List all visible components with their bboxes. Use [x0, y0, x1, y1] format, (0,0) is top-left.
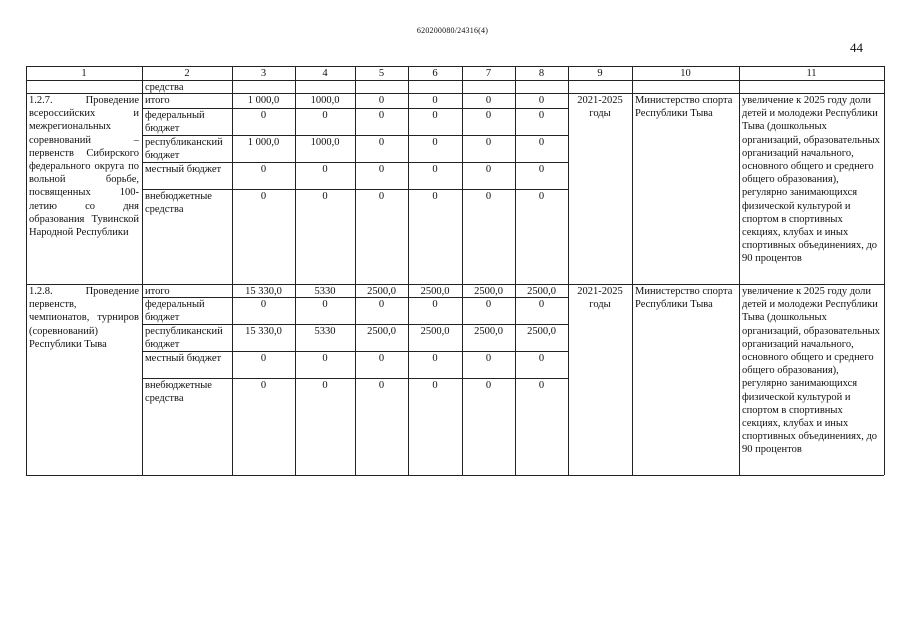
funding-value: 0 — [260, 353, 267, 364]
column-header: 10 — [680, 68, 691, 79]
funding-source: итого — [145, 286, 170, 297]
funding-value: 2500,0 — [420, 286, 450, 297]
funding-value: 1000,0 — [310, 95, 340, 106]
funding-value: 0 — [432, 137, 438, 148]
table-column-line — [232, 66, 233, 475]
table-column-line — [26, 66, 27, 475]
funding-value: 0 — [485, 299, 492, 310]
funding-value: 0 — [260, 191, 267, 202]
funding-value: 0 — [378, 380, 385, 391]
funding-value: 1 000,0 — [247, 95, 280, 106]
funding-value: 0 — [322, 380, 328, 391]
table-column-line — [568, 66, 569, 475]
activity-name: 1.2.8. Проведение первенств, чемпионатов, турниров (соревнований) Республики Тыва — [29, 286, 139, 350]
funding-value: 0 — [432, 353, 438, 364]
funding-value: 2500,0 — [420, 326, 450, 337]
column-header: 8 — [538, 68, 545, 79]
funding-value: 0 — [378, 353, 385, 364]
funding-value: 0 — [378, 110, 385, 121]
column-header: 5 — [378, 68, 385, 79]
funding-value: 0 — [378, 299, 385, 310]
continued-source-label: средства — [145, 81, 184, 93]
funding-value: 0 — [432, 164, 438, 175]
funding-value: 0 — [432, 380, 438, 391]
funding-value: 0 — [322, 353, 328, 364]
executor: Министерство спорта Республики Тыва — [635, 286, 733, 311]
funding-value: 0 — [538, 164, 545, 175]
column-header: 9 — [597, 68, 603, 79]
table-bottom-border — [26, 475, 884, 476]
funding-value: 0 — [432, 299, 438, 310]
funding-value: 5330 — [314, 326, 336, 337]
page-number: 44 — [850, 40, 863, 55]
funding-value: 2500,0 — [527, 326, 556, 337]
funding-value: 0 — [378, 164, 385, 175]
table-column-line — [739, 66, 740, 475]
funding-value: 0 — [485, 380, 492, 391]
table-column-line — [515, 66, 516, 475]
funding-source: итого — [145, 95, 170, 106]
column-header: 7 — [485, 68, 492, 79]
funding-value: 0 — [485, 191, 492, 202]
period: 2021-2025 годы — [577, 286, 623, 311]
funding-source: федеральный бюджет — [145, 110, 205, 135]
funding-source: республиканский бюджет — [145, 137, 223, 162]
table-column-line — [462, 66, 463, 475]
funding-value: 0 — [485, 137, 492, 148]
column-header: 6 — [432, 68, 438, 79]
funding-source: местный бюджет — [145, 164, 222, 175]
table-column-line — [295, 66, 296, 475]
funding-value: 2500,0 — [367, 326, 396, 337]
document-code: 620200080/24316(4) — [416, 26, 489, 35]
funding-value: 0 — [322, 110, 328, 121]
funding-value: 0 — [322, 164, 328, 175]
funding-value: 5330 — [314, 286, 336, 297]
funding-source: местный бюджет — [145, 353, 222, 364]
funding-value: 0 — [432, 110, 438, 121]
table-column-line — [408, 66, 409, 475]
funding-value: 0 — [322, 191, 328, 202]
funding-value: 0 — [432, 95, 438, 106]
funding-value: 0 — [378, 137, 385, 148]
funding-source: внебюджетные средства — [145, 380, 212, 405]
funding-value: 0 — [538, 299, 545, 310]
funding-value: 0 — [538, 191, 545, 202]
table-column-line — [884, 66, 885, 475]
table-column-line — [632, 66, 633, 475]
executor: Министерство спорта Республики Тыва — [635, 95, 733, 120]
funding-source: республиканский бюджет — [145, 326, 223, 351]
funding-value: 0 — [378, 95, 385, 106]
funding-value: 1000,0 — [310, 137, 340, 148]
funding-value: 0 — [260, 299, 267, 310]
funding-value: 2500,0 — [527, 286, 556, 297]
table-column-line — [355, 66, 356, 475]
table-column-line — [142, 66, 143, 475]
column-header: 4 — [322, 68, 328, 79]
funding-value: 0 — [485, 110, 492, 121]
funding-value: 15 330,0 — [245, 326, 282, 337]
expected-result: увеличение к 2025 году доли детей и молодежи Республики Тыва (дошкольных организаций, образовательных организаций начального, основного общего и среднего общего образования), регулярно занимающихся физической культурой и спортом в спортивных секциях, клубах и иных спортивных объединениях, до 90 процентов — [742, 95, 880, 265]
activity-name: 1.2.7. Проведение всероссийских и межрегиональных соревнований – первенств Сибирского федерального округа по вольной борьбе, посвященных 100-летию со дня образования Тувинской Народной Республики — [29, 95, 139, 239]
funding-value: 0 — [485, 353, 492, 364]
funding-value: 0 — [378, 191, 385, 202]
column-header: 3 — [260, 68, 267, 79]
funding-value: 2500,0 — [474, 326, 503, 337]
funding-value: 0 — [260, 164, 267, 175]
column-header: 11 — [806, 68, 817, 79]
funding-value: 0 — [260, 110, 267, 121]
funding-value: 0 — [432, 191, 438, 202]
funding-value: 0 — [260, 380, 267, 391]
funding-value: 0 — [322, 299, 328, 310]
expected-result: увеличение к 2025 году доли детей и молодежи Республики Тыва (дошкольных организаций, образовательных организаций начального, основного общего и среднего общего образования), регулярно занимающихся физической культурой и спортом в спортивных секциях, клубах и иных спортивных объединениях, до 90 процентов — [742, 286, 880, 456]
funding-value: 0 — [485, 164, 492, 175]
period: 2021-2025 годы — [577, 95, 623, 120]
funding-value: 0 — [538, 95, 545, 106]
funding-value: 0 — [538, 353, 545, 364]
funding-source: федеральный бюджет — [145, 299, 205, 324]
column-header: 2 — [184, 68, 190, 79]
funding-value: 0 — [538, 110, 545, 121]
column-header: 1 — [81, 68, 87, 79]
funding-value: 2500,0 — [367, 286, 396, 297]
funding-value: 2500,0 — [474, 286, 503, 297]
funding-value: 1 000,0 — [247, 137, 280, 148]
funding-value: 0 — [538, 380, 545, 391]
funding-value: 15 330,0 — [245, 286, 282, 297]
funding-value: 0 — [538, 137, 545, 148]
funding-value: 0 — [485, 95, 492, 106]
funding-source: внебюджетные средства — [145, 191, 212, 216]
